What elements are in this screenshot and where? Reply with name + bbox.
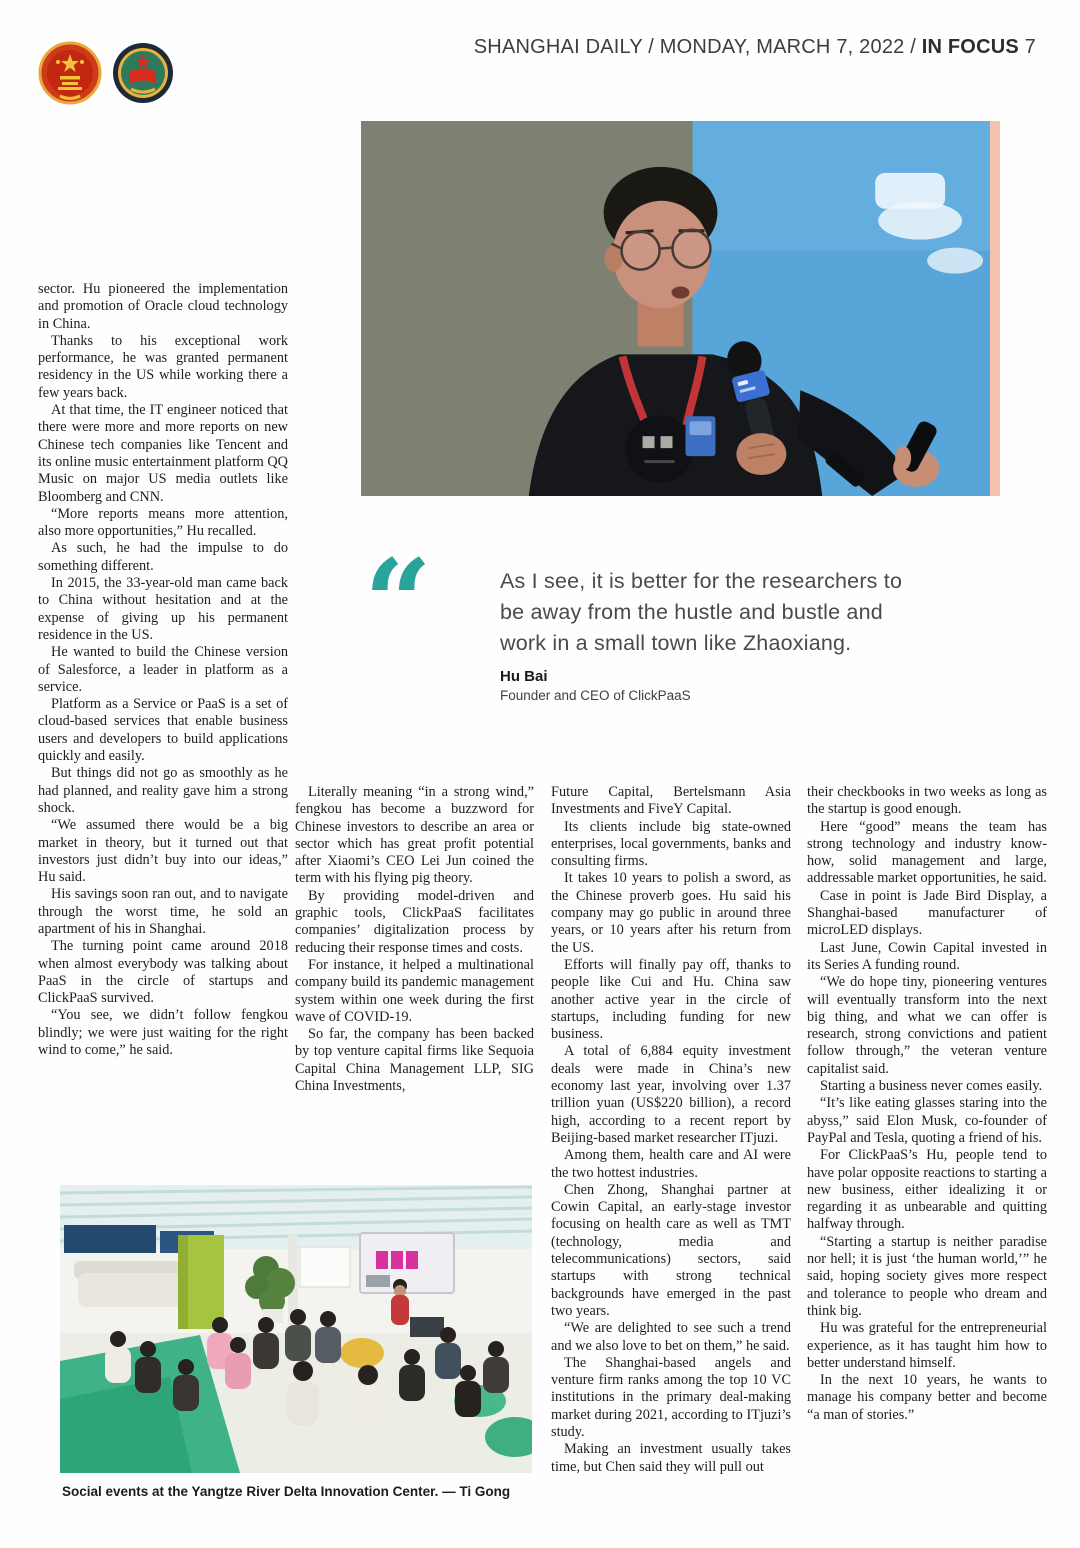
quote-text: As I see, it is better for the researchers to be away from the hustle and bustle and work in a small town like Zhaoxiang. <box>500 569 903 655</box>
article-paragraph: Platform as a Service or PaaS is a set of cloud-based services that enable business users and developers to build applications quickly and easily. <box>38 696 288 765</box>
article-paragraph: A total of 6,884 equity investment deals were made in China’s new economy last year, involving over 1.37 trillion yuan (US$220 billion), a record high, according to a recent report by Beijing-based market researcher ITjuzi. <box>551 1043 791 1146</box>
article-paragraph: For ClickPaaS’s Hu, people tend to have polar opposite reactions to starting a new business, either idealizing it or regarding it as unbearable and quitting halfway through. <box>807 1147 1047 1233</box>
article-paragraph: The Shanghai-based angels and venture firm ranks among the top 10 VC institutions in the primary deal-making market during 2021, according to ITjuzi’s study. <box>551 1354 791 1440</box>
article-column-2 <box>295 784 534 1095</box>
quote-author: Hu Bai <box>500 668 548 685</box>
article-paragraph: Future Capital, Bertelsmann Asia Investments and FiveY Capital. <box>551 784 791 818</box>
article-paragraph: Here “good” means the team has strong technology and industry know-how, solid management and large, addressable market opportunities, he said. <box>807 818 1047 887</box>
article-paragraph: “It’s like eating glasses staring into the abyss,” said Elon Musk, co-founder of PayPal and Tesla, quoting a friend of his. <box>807 1095 1047 1146</box>
article-paragraph: Literally meaning “in a strong wind,” fengkou has become a buzzword for Chinese investors to describe an area or sector which has great profit potential after Xiaomi’s CEO Lei Jun coined the term with his flying pig theory. <box>295 784 534 887</box>
article-paragraph: “We do hope tiny, pioneering ventures will eventually transform into the next big thing, and what we can offer is research, strong convictions and patient follow through,” the veteran venture capitalist said. <box>807 974 1047 1077</box>
article-paragraph: His savings soon ran out, and to navigate through the worst time, he sold an apartment of his in Shanghai. <box>38 886 288 937</box>
masthead <box>474 36 1036 59</box>
emblem-row <box>38 40 175 106</box>
article-paragraph: Efforts will finally pay off, thanks to people like Cui and Hu. China saw another active year in the circle of startups, including funding for new business. <box>551 956 791 1043</box>
article-paragraph: In the next 10 years, he wants to manage his company better and become “a man of stories.” <box>807 1372 1047 1423</box>
article-paragraph: their checkbooks in two weeks as long as the startup is good enough. <box>807 784 1047 818</box>
article-paragraph: Among them, health care and AI were the two hottest industries. <box>551 1147 791 1181</box>
article-column-3 <box>551 784 791 1476</box>
article-paragraph: But things did not go as smoothly as he had planned, and reality gave him a strong shock. <box>38 765 288 816</box>
article-paragraph: “We assumed there would be a big market in theory, but it turned out that investors just didn’t buy into our ideas,” Hu said. <box>38 817 288 886</box>
masthead-page-number: 7 <box>1018 36 1036 58</box>
article-column-4 <box>807 784 1047 1424</box>
masthead-section: IN FOCUS <box>921 36 1019 58</box>
article-paragraph: It takes 10 years to polish a sword, as the Chinese proverb goes. Hu said his company may go public in around three years, or 10 years after his return from the US. <box>551 870 791 956</box>
cppcc-emblem-icon <box>111 40 175 106</box>
speaker-photo <box>361 121 1000 496</box>
article-paragraph: So far, the company has been backed by top venture capital firms like Sequoia Capital China Management LLP, SIG China Investments, <box>295 1026 534 1095</box>
article-paragraph: Starting a business never comes easily. <box>820 1078 1043 1095</box>
quote-mark-icon: “ <box>364 533 432 672</box>
article-paragraph: Last June, Cowin Capital invested in its Series A funding round. <box>807 939 1047 973</box>
article-paragraph: He wanted to build the Chinese version of Salesforce, a leader in platform as a service. <box>38 644 288 695</box>
article-paragraph: “Starting a startup is neither paradise nor hell; it is just ‘the human world,’” he said, hoping society gives more respect and tolerance to people who dream and think big. <box>807 1233 1047 1319</box>
article-paragraph: At that time, the IT engineer noticed that there were more and more reports on new Chinese tech companies like Tencent and its online music entertainment platform QQ Music on major US media outlets like Bloomberg and CNN. <box>38 402 288 505</box>
event-photo <box>60 1185 532 1473</box>
article-paragraph: Hu was grateful for the entrepreneurial experience, as it has taught him how to better understand himself. <box>807 1320 1047 1371</box>
article-paragraph: Thanks to his exceptional work performance, he was granted permanent residency in the US while working there a few years back. <box>38 332 288 401</box>
article-paragraph: Case in point is Jade Bird Display, a Shanghai-based manufacturer of microLED displays. <box>807 887 1047 939</box>
article-paragraph: “We are delighted to see such a trend and we also love to bet on them,” he said. <box>551 1320 791 1354</box>
article-paragraph: Its clients include big state-owned enterprises, local governments, banks and consulting firms. <box>551 818 791 870</box>
speaker-photo-illustration <box>361 121 1000 496</box>
article-paragraph: The turning point came around 2018 when almost everybody was talking about PaaS in the circle of startups and ClickPaaS survived. <box>38 938 288 1007</box>
article-paragraph: “You see, we didn’t follow fengkou blindly; we were just waiting for the right wind to come,” he said. <box>38 1007 288 1059</box>
article-paragraph: In 2015, the 33-year-old man came back to China without hesitation and at the expense of giving up his permanent residence in the US. <box>38 575 288 643</box>
masthead-date: SHANGHAI DAILY / MONDAY, MARCH 7, 2022 / <box>473 36 922 58</box>
china-national-emblem-icon <box>38 40 102 106</box>
article-paragraph: As such, he had the impulse to do something different. <box>38 540 288 574</box>
article-paragraph: By providing model-driven and graphic tools, ClickPaaS facilitates companies’ digitalization process by reducing their response times and costs. <box>295 887 534 956</box>
article-column-1 <box>38 281 288 1059</box>
article-paragraph: For instance, it helped a multinational company build its pandemic management system within one week during the first wave of COVID-19. <box>295 956 534 1025</box>
event-photo-illustration <box>60 1185 532 1473</box>
photo-caption: Social events at the Yangtze River Delta Innovation Center. — Ti Gong <box>62 1484 511 1499</box>
article-paragraph: “More reports means more attention, also more opportunities,” Hu recalled. <box>38 505 288 540</box>
article-paragraph: Making an investment usually takes time, but Chen said they will pull out <box>551 1441 791 1475</box>
article-paragraph: sector. Hu pioneered the implementation and promotion of Oracle cloud technology in China. <box>38 281 288 332</box>
quote-author-role: Founder and CEO of ClickPaaS <box>500 688 691 703</box>
article-paragraph: Chen Zhong, Shanghai partner at Cowin Capital, an early-stage investor focusing on health care as well as TMT (technology, media and telecommunications) sectors, said startups with strong technical backgrounds have emerged in the past two years. <box>551 1181 791 1319</box>
